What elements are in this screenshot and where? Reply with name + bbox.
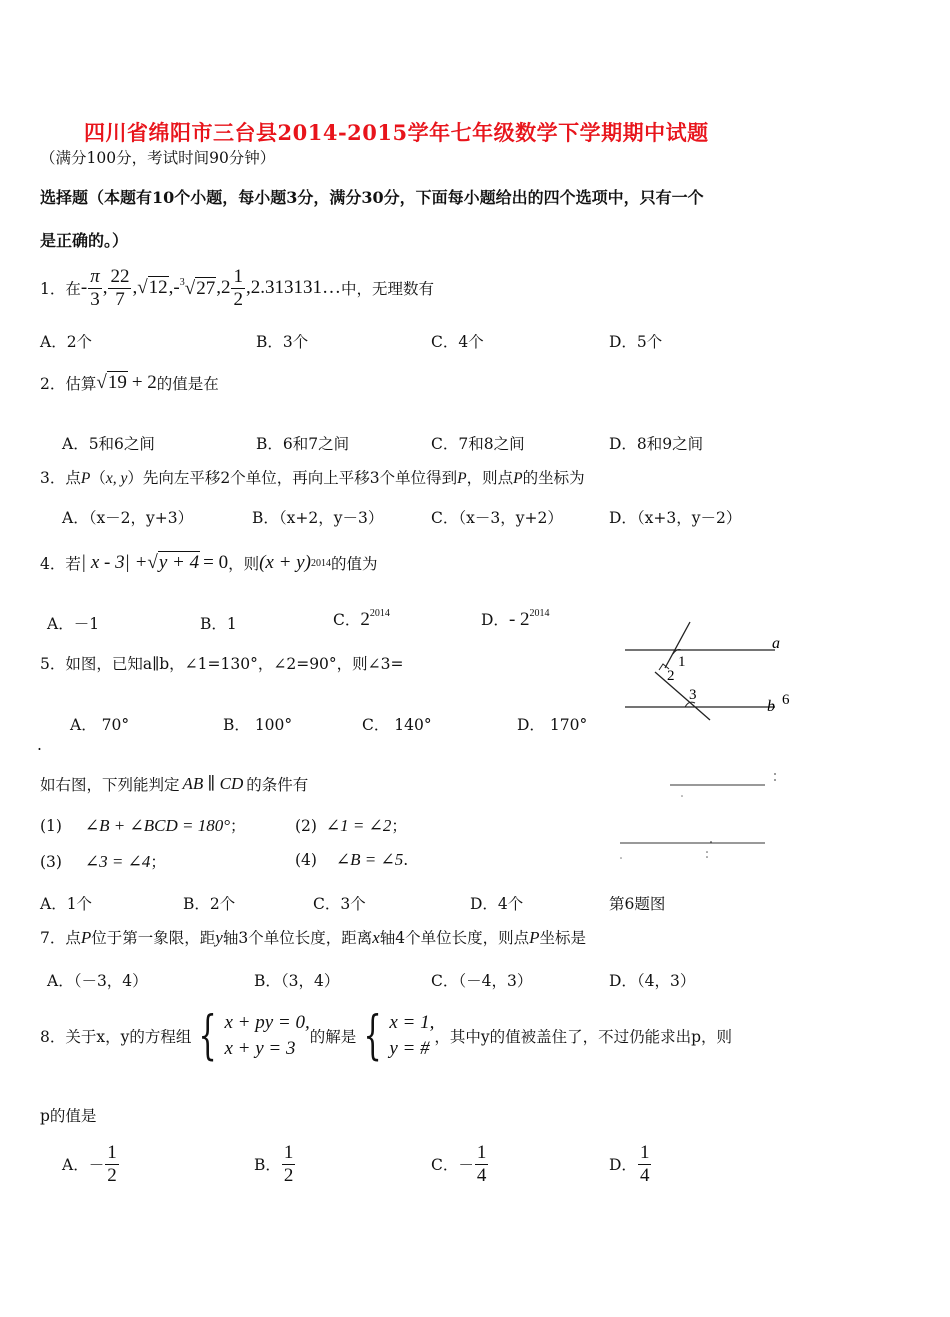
q8-option-d-num: 1 <box>639 1142 650 1163</box>
q6-c3-end: ； <box>150 853 166 871</box>
question-1-stem <box>40 262 434 314</box>
q2-option-b[interactable]: B．6和7之间 <box>256 435 350 453</box>
label-angle-3: 3 <box>689 687 697 703</box>
transversal-lower <box>655 672 710 720</box>
q7-x: x <box>372 928 380 947</box>
q8-option-c-den: 4 <box>476 1164 487 1186</box>
q8-system-brace: { <box>198 1006 218 1066</box>
q1-mixed-whole: 2 <box>220 277 231 298</box>
q4-option-d-label: D． <box>481 611 509 629</box>
q8-prefix: 8．关于x，y的方程组 <box>40 1028 192 1046</box>
q7-point-p: P <box>80 928 92 947</box>
q2-option-c[interactable]: C．7和8之间 <box>431 435 525 453</box>
q1-pi-den: 3 <box>90 288 100 310</box>
q6-figure <box>615 765 785 865</box>
q1-7: 7 <box>115 288 125 310</box>
q8-option-b-fraction <box>282 1142 296 1187</box>
q4-option-d-exp: 2014 <box>529 608 550 619</box>
q8-suffix: ，其中y的值被盖住了，不过仍能求出p，则 <box>434 1028 733 1046</box>
q4-option-b[interactable]: B．1 <box>200 615 237 633</box>
label-angle-1: 1 <box>678 654 686 670</box>
q6-ab-parallel-cd: AB ∥ CD <box>182 774 244 793</box>
question-4-stem <box>40 552 377 574</box>
q1-mixed-num: 1 <box>233 265 243 287</box>
q1-comma: , <box>216 277 221 298</box>
q6-faint-mark <box>706 856 708 858</box>
q8-solution-y: y = # <box>389 1038 430 1059</box>
q1-comma: , <box>132 277 138 298</box>
q6-faint-mark <box>774 779 776 781</box>
q6-condition-3 <box>40 850 166 872</box>
q2-option-a[interactable]: A．5和6之间 <box>62 435 155 453</box>
q7-text-e: 坐标是 <box>539 929 587 947</box>
q1-comma: , <box>102 277 108 298</box>
q5-option-c[interactable]: C． 140° <box>362 716 432 734</box>
q6-faint-mark <box>681 795 683 797</box>
q3-point-p2: P <box>457 470 467 487</box>
q8-option-c-num: 1 <box>476 1142 487 1163</box>
q1-option-d[interactable]: D．5个 <box>609 333 663 351</box>
q8-option-a-num: 1 <box>107 1142 117 1163</box>
q3-option-b[interactable]: B．（x+2，y－3） <box>252 509 384 527</box>
q8-option-a-den: 2 <box>107 1164 117 1186</box>
q7-text-b: 位于第一象限，距 <box>91 929 216 947</box>
q1-cube-radicand: 27 <box>196 277 216 299</box>
q1-minus: - <box>80 277 88 298</box>
q1-comma-minus: ,- <box>168 277 180 298</box>
q4-option-c-label: C． <box>333 611 361 629</box>
q6-option-c[interactable]: C．3个 <box>313 895 366 913</box>
q1-comma: , <box>245 277 251 298</box>
q8-option-a-fraction <box>105 1142 119 1187</box>
q1-decimal: 2.313131… <box>250 277 341 298</box>
q6-c1-expr: ∠B + ∠BCD = 180° <box>84 816 231 835</box>
q6-option-b[interactable]: B．2个 <box>183 895 236 913</box>
q6-c1-label: (1) <box>40 817 62 835</box>
q6-c1-end: ； <box>230 817 246 835</box>
q4-option-d[interactable] <box>481 608 550 631</box>
q7-text-a: 7．点 <box>40 929 81 947</box>
q6-option-d[interactable]: D．4个 <box>470 895 524 913</box>
question-8-stem <box>40 1008 732 1064</box>
q8-option-c[interactable] <box>431 1142 489 1187</box>
q3-option-c[interactable]: C．（x－3，y+2） <box>431 509 563 527</box>
q5-parallel-lines-figure <box>615 620 805 730</box>
q6-stem-prefix: 如右图，下列能判定 <box>40 776 180 794</box>
q6-condition-2 <box>295 814 407 836</box>
q1-cube-index: 3 <box>179 276 185 288</box>
q6-c4-end: . <box>403 851 409 869</box>
question-6-stem <box>40 773 308 795</box>
q7-text-d: 轴4个单位长度，则点 <box>379 929 530 947</box>
q6-c3-label: (3) <box>40 853 62 871</box>
q8-option-d-label: D． <box>609 1156 637 1175</box>
q6-c2-expr: ∠1 = ∠2 <box>325 816 392 835</box>
q2-plus-two: + 2 <box>131 372 157 393</box>
label-question-6: 6 <box>782 692 790 708</box>
q1-sqrt-12-radicand: 12 <box>148 277 168 298</box>
q2-radicand: 19 <box>107 372 127 393</box>
q7-text-c: 轴3个单位长度，距离 <box>222 929 373 947</box>
q4-option-c[interactable] <box>333 608 390 631</box>
q6-c4-label: (4) <box>295 851 317 869</box>
q6-option-a[interactable]: A．1个 <box>40 895 93 913</box>
q8-equation-system <box>224 1010 309 1062</box>
q8-option-c-fraction <box>475 1142 489 1187</box>
q6-c3-expr: ∠3 = ∠4 <box>84 852 151 871</box>
q2-sqrt: √19 <box>96 372 127 393</box>
section-header-line1: 选择题（本题有10个小题，每小题3分，满分30分，下面每小题给出的四个选项中，只有一个 <box>40 188 704 207</box>
q1-prefix: 1．在 <box>40 280 81 298</box>
q7-option-b[interactable]: B．（3，4） <box>254 972 340 990</box>
q7-point-p2: P <box>529 928 540 947</box>
q7-option-d[interactable]: D．（4，3） <box>609 972 696 990</box>
q7-option-a[interactable]: A．（－3，4） <box>47 972 148 990</box>
q6-stray-dot: . <box>37 736 42 754</box>
section-header-line2: 是正确的。） <box>40 231 129 250</box>
q1-option-b[interactable]: B．3个 <box>256 333 309 351</box>
q6-faint-mark <box>710 841 712 843</box>
question-7-stem <box>40 926 586 948</box>
q4-prefix: 4．若 <box>40 555 81 573</box>
q6-c4-expr: ∠B = ∠5 <box>335 850 404 869</box>
q4-sqrt-radicand: y + 4 <box>158 552 200 573</box>
q2-prefix: 2．估算 <box>40 375 97 393</box>
q4-option-c-exp: 2014 <box>369 608 390 619</box>
q6-c2-label: (2) <box>295 817 317 835</box>
q6-c2-end: ； <box>391 817 407 835</box>
q8-solution-system <box>389 1010 434 1062</box>
q3-text-d: 的坐标为 <box>522 469 585 487</box>
q8-option-c-label: C．－ <box>431 1156 474 1175</box>
q8-mid: 的解是 <box>309 1028 357 1046</box>
label-angle-2: 2 <box>667 668 675 684</box>
q1-suffix: 中，无理数有 <box>340 280 434 298</box>
q7-y: y <box>215 928 223 947</box>
label-a: a <box>772 635 780 652</box>
q6-figure-caption: 第6题图 <box>609 895 666 913</box>
q1-fraction-pi <box>88 266 102 311</box>
q1-option-c[interactable]: C．4个 <box>431 333 484 351</box>
q4-option-d-base: - 2 <box>508 609 530 630</box>
q3-text-b: 先向左平移2个单位，再向上平移3个单位得到 <box>142 469 458 487</box>
q8-option-a[interactable] <box>62 1142 120 1187</box>
q1-cube-root: $^3$√27 <box>179 276 216 299</box>
q8-solution-x: x = 1, <box>389 1012 435 1033</box>
q4-equals-zero: = 0 <box>203 552 229 573</box>
q8-solution-brace: { <box>363 1006 382 1066</box>
q3-text-a: 3．点 <box>40 469 81 487</box>
q4-abs-expression: | x - 3| + <box>80 552 148 573</box>
q8-equation-2: x + y = 3 <box>224 1038 296 1059</box>
q4-power-base: (x + y) <box>259 552 311 573</box>
q6-faint-mark <box>706 851 708 853</box>
q6-condition-4 <box>295 850 408 870</box>
q6-faint-mark <box>620 857 622 859</box>
q2-option-d[interactable]: D．8和9之间 <box>609 435 704 453</box>
page-title: 四川省绵阳市三台县2014-2015学年七年级数学下学期期中试题 <box>84 120 709 145</box>
q8-option-d-den: 4 <box>639 1164 650 1186</box>
q5-option-b[interactable]: B． 100° <box>223 716 293 734</box>
page-subtitle: （满分100分，考试时间90分钟） <box>40 149 276 167</box>
q3-point-p3: P <box>513 470 523 487</box>
q3-option-a[interactable]: A．（x－2，y+3） <box>62 509 194 527</box>
q4-suffix: 的值为 <box>330 555 378 573</box>
q6-stem-suffix: 的条件有 <box>246 776 309 794</box>
q4-option-a[interactable]: A．－1 <box>47 615 100 633</box>
q8-option-b[interactable] <box>254 1142 296 1187</box>
q8-option-b-num: 1 <box>283 1142 294 1163</box>
q1-22: 22 <box>110 265 130 287</box>
q4-option-c-base: 2 <box>360 609 370 630</box>
q6-condition-1 <box>40 814 246 836</box>
q8-option-b-label: B． <box>254 1156 281 1175</box>
q8-equation-1: x + py = 0, <box>224 1012 310 1033</box>
q4-sqrt: √y + 4 <box>147 552 200 573</box>
q8-option-a-label: A．－ <box>62 1156 105 1175</box>
q4-mid: ，则 <box>228 555 260 573</box>
q3-xy: x, y <box>105 470 128 487</box>
q8-option-d[interactable] <box>609 1142 652 1187</box>
label-b: b <box>767 698 775 715</box>
q1-sqrt-12: √12 <box>137 277 168 298</box>
q2-suffix: 的值是在 <box>156 375 219 393</box>
q1-option-a[interactable]: A．2个 <box>40 333 93 351</box>
q8-option-d-fraction <box>638 1142 652 1187</box>
q8-option-b-den: 2 <box>283 1164 294 1186</box>
q1-fraction-22-7 <box>108 266 131 311</box>
q5-option-a[interactable]: A． 70° <box>70 716 130 734</box>
q3-text-c: ，则点 <box>466 469 514 487</box>
q6-faint-mark <box>774 773 776 775</box>
question-5-stem: 5．如图，已知a∥b，∠1=130°，∠2=90°，则∠3= <box>40 655 404 673</box>
q8-stem-line2: p的值是 <box>40 1107 97 1125</box>
q1-mixed-fraction <box>231 266 245 311</box>
q7-option-c[interactable]: C．（－4，3） <box>431 972 533 990</box>
question-2-stem <box>40 372 219 394</box>
q3-option-d[interactable]: D．（x+3，y－2） <box>609 509 742 527</box>
q4-power-exponent: 2014 <box>310 557 331 569</box>
q1-pi: π <box>90 265 100 287</box>
q1-mixed-den: 2 <box>233 288 243 310</box>
question-3-stem: 3．点P（x, y）先向左平移2个单位，再向上平移3个单位得到P，则点P的坐标为 <box>40 469 585 487</box>
q3-point-p: P <box>80 470 91 487</box>
q5-option-d[interactable]: D． 170° <box>517 716 588 734</box>
